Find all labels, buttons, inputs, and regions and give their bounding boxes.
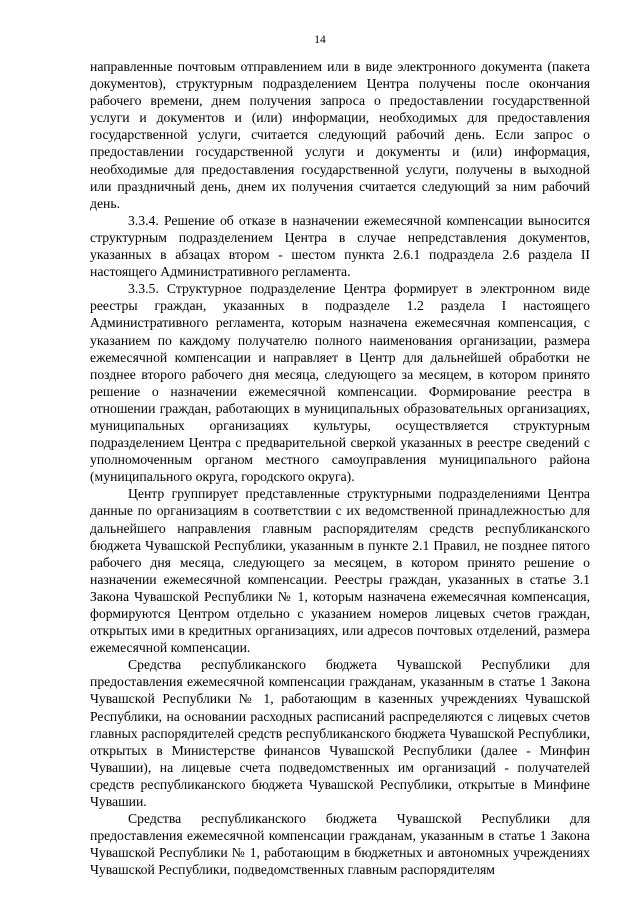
document-body — [90, 58, 590, 879]
paragraph-center-grouping: Центр группирует представленные структурными подразделениями Центра данные по организациям в соответствии с их ведомственной принадлежностью для дальнейшего направления главным распорядителям средств республиканского бюджета Чувашской Республики, указанным в пункте 2.1 Правил, не позднее пятого рабочего дня месяца, следующего за месяцем, в котором принято решение о назначении ежемесячной компенсации. Реестры граждан, указанных в статье 3.1 Закона Чувашской Республики № 1, которым назначена ежемесячная компенсация, формируются Центром отдельно с указанием номеров лицевых счетов граждан, открытых ими в кредитных организациях, или адресов почтовых отделений, размера ежемесячной компенсации. — [90, 486, 590, 656]
paragraph-3-3-5: 3.3.5. Структурное подразделение Центра формирует в электронном виде реестры граждан, указанных в подразделе 1.2 раздела I настоящего Административного регламента, которым назначена ежемесячная компенсация, с указанием по каждому получателю полного наименования организации, размера ежемесячной компенсации и направляет в Центр для дальнейшей обработки не позднее второго рабочего дня месяца, следующего за месяцем, в котором принято решение о назначении ежемесячной компенсации. Формирование реестра в отношении граждан, работающих в муниципальных образовательных организациях, муниципальных организациях культуры, осуществляется структурным подразделением Центра с предварительной сверкой указанных в реестре сведений с уполномоченным органом местного самоуправления муниципального района (муниципального округа, городского округа). — [90, 281, 590, 485]
page-number: 14 — [314, 34, 326, 46]
paragraph-budget-autonomous-funds: Средства республиканского бюджета Чувашской Республики для предоставления ежемесячной компенсации гражданам, указанным в статье 1 Закона Чувашской Республики № 1, работающим в бюджетных и автономных учреждениях Чувашской Республики, подведомственных главным распорядителям — [90, 811, 590, 878]
paragraph-continuation: направленные почтовым отправлением или в виде электронного документа (пакета документов), структурным подразделением Центра получены после окончания рабочего времени, днем получения запроса о предоставлении государственной услуги и документов и (или) информации, необходимых для предоставления государственной услуги, считается следующий рабочий день. Если запрос о предоставлении государственной услуги и документы и (или) информация, необходимые для предоставления государственной услуги, получены в выходной или праздничный день, днем их получения считается следующий за ним рабочий день. — [90, 59, 590, 211]
paragraph-state-institutions-funds: Средства республиканского бюджета Чувашской Республики для предоставления ежемесячной компенсации гражданам, указанным в статье 1 Закона Чувашской Республики № 1, работающим в казенных учреждениях Чувашской Республики, на основании расходных расписаний распределяются с лицевых счетов главных распорядителей средств республиканского бюджета Чувашской Республики, открытых в Министерстве финансов Чувашской Республики (далее - Минфин Чувашии), на лицевые счета подведомственных им организаций - получателей средств республиканского бюджета Чувашской Республики, открытые в Минфине Чувашии. — [90, 657, 590, 810]
paragraph-3-3-4: 3.3.4. Решение об отказе в назначении ежемесячной компенсации выносится структурным подразделением Центра в случае непредставления документов, указанных в абзацах втором - шестом пункта 2.6.1 подраздела 2.6 раздела II настоящего Административного регламента. — [90, 212, 590, 280]
